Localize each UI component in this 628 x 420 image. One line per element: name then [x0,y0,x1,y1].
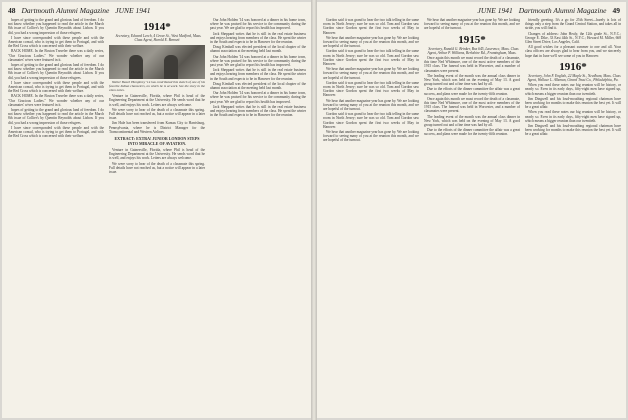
paragraph: BACK HOME. In the Boston Traveler there was a daily series, "Our Gracious Ladies." We wonder whether any of our classmates' wives were featured in it. [8,94,104,107]
paragraph: We were sorry to hear of the death of a classmate this spring. Full details have not reached us, but a notice will appear in a later issue. [109,161,205,174]
left-column-1 [8,18,104,139]
left-page [2,2,311,418]
paragraph: BACK HOME. In the Boston Traveler there was a daily series, "Our Gracious Ladies." We wonder whether any of our classmates' wives were featured in it. [8,49,104,62]
paragraph: Our John Holden '14 was honored at a dinner in his home town, where he was praised for his service to the community during the past year. We are glad to report his health has improved. [210,54,306,68]
paragraph: Jack Sheppard writes that he is still in the real estate business and enjoys hearing from members of the class. He spent the winter in the South and expects to be in Hanover for the reunion. [210,68,306,81]
figure-shape [129,55,143,79]
figure-shape [164,55,178,79]
paragraph: Due to the efforts of the dinner committee the affair was a great success, and plans were made for the twenty-fifth reunion. [424,128,520,137]
extract-header: EXTRACT: EXTRA! JUNIOR LONDON STEPS INTO MIRACLE OF AVIATION. [114,135,200,146]
paragraph: All good wishes for a pleasant summer to one and all. Your class officers are always glad to hear from you, and we sincerely hope that in June we'll see some of you in Hanover. [525,45,621,58]
paragraph: We hear that another magazine year has gone by. We are looking forward to seeing many of you at the reunion this month, and we are hopeful of the turnout. [323,98,419,112]
issue-date: JUNE 1941 [477,6,513,15]
issue-date: JUNE 1941 [115,6,151,15]
class-heading-1916: 1916* [559,60,587,73]
running-head-right [323,6,620,15]
left-column-2 [109,18,205,175]
page-number: 49 [612,6,620,15]
paragraph: hopes of getting to the grand and glorious land of freedom. I do not know whether you happened to read the article in the March 8th issue of Collier's by Quentin Reynolds about Lisbon. If you did, you had a wrong impression of those refugees. [8,108,104,125]
left-column-3 [210,18,306,118]
paragraph: Jack Sheppard writes that he is still in the real estate business and enjoys hearing from members of the class. He spent the winter in the South and expects to be in Hanover for the reunion. [210,31,306,45]
paragraph: Our John Holden '14 was honored at a dinner in his home town, where he was praised for his service to the community during the past year. We are glad to report his health has improved. [210,18,306,31]
paragraph: We hear that another magazine year has gone by. We are looking forward to seeing many of you at the reunion this month, and we are hopeful of the turnout. [323,35,419,49]
paragraph: Jim Hale has been transferred from Kansas City to Harrisburg, Pennsylvania, where he is District Manager for the Transcontinental and Western Airlines. [109,121,205,134]
sketch-image [109,45,205,79]
paragraph: Jack Sheppard writes that he is still in the real estate business and enjoys hearing from members of the class. He spent the winter in the South and expects to be in Hanover for the reunion. [210,104,306,118]
paragraph: hopes of getting to the grand and glorious land of freedom. I do not know whether you happened to read the article in the March 8th issue of Collier's by Quentin Reynolds about Lisbon. If you did, you had a wrong impression of those refugees. [8,63,104,80]
paragraph: Due to the efforts of the dinner committee the affair was a great success, and plans were made for the twenty-fifth reunion. [424,87,520,96]
magazine-title: Dartmouth Alumni Magazine [21,6,110,15]
paragraph: I have since corresponded with these people and with the American consul, who is trying to get them to Portugal, and with the Red Cross which is concerned with their welfare. [8,35,104,49]
paragraph: Venture in Gainesville, Florida, where Phil is head of the Engineering Department at the University. He sends word that he is well, and enjoys his work. Letters are always welcome. [109,147,205,161]
paragraph: Once again this month we must record the death of a classmate, this time Ned Whitmore, one of the most active members of the 1915 class. The funeral was held in Worcester, and a number of classmates were present. [424,56,520,73]
running-head-left [8,6,305,15]
right-page [317,2,626,418]
paragraph: The leading event of the month was the annual class dinner in New York, which was held on the evening of May 13. A good group turned out and a fine time was had by all. [424,73,520,87]
paragraph: We were sorry to hear of the death of a classmate this spring. Full details have not reached us, but a notice will appear in a later issue. [109,107,205,121]
paragraph: The leading event of the month was the annual class dinner in New York, which was held on the evening of May 13. A good group turned out and a fine time was had by all. [424,114,520,128]
paragraph: Once again this month we must record the death of a classmate, this time Ned Whitmore, one of the most active members of the 1915 class. The funeral was held in Worcester, and a number of classmates were present. [424,96,520,114]
paragraph: We hear that another magazine year has gone by. We are looking forward to seeing many of you at the reunion this month, and we are hopeful of the turnout. [424,18,520,31]
paragraph: friendly greeting. It's a go for 25th Street—barely is lots of things only a step from the Grand Central Station, and takes all in stride, you will find it. [525,18,621,31]
paragraph: Gordon said it was grand to hear the two talk telling in the same room in North Jersey; sure he was so old. Tom and Gordon saw Gordon since Gordon spent the first two weeks of May in Hanover. [323,18,419,35]
paragraph: I have since corresponded with these people and with the American consul, who is trying to get them to Portugal, and with the Red Cross which is concerned with their welfare. [8,80,104,94]
paragraph: Our John Holden '14 was honored at a dinner in his home town, where he was praised for his service to the community during the past year. We are glad to report his health has improved. [210,91,306,104]
class-heading-1914: 1914* [143,21,171,33]
class-heading-1915: 1915* [458,33,486,46]
paragraph: We hear that another magazine year has gone by. We are looking forward to seeing many of you at the reunion this month, and we are hopeful of the turnout. [323,67,419,80]
paragraph: Gordon said it was grand to hear the two talk telling in the same room in North Jersey; sure he was so old. Tom and Gordon saw Gordon since Gordon spent the first two weeks of May in Hanover. [323,112,419,129]
paragraph: We hear that another magazine year has gone by. We are looking forward to seeing many of you at the reunion this month, and we are hopeful of the turnout. [323,130,419,143]
paragraph: Jim Dingwell and his loud-mouthing regional chairman have been working for months to make this reunion the best yet. It will be a great affair. [525,124,621,137]
class-officers: Secretary, Edward Leech, 4 Grove St., West Medford, Mass. Class Agent, Harold E. Bennett [115,34,202,43]
right-column-3 [525,18,621,138]
right-column-2 [424,18,520,138]
paragraph: I have since corresponded with these people and with the American consul, who is trying to get them to Portugal, and with the Red Cross which is concerned with their welfare. [8,125,104,139]
paragraph: Venture in Gainesville, Florida, where Phil is head of the Engineering Department at the University. He sends word that he is well, and enjoys his work. Letters are always welcome. [109,94,205,107]
paragraph: hopes of getting to the grand and glorious land of freedom. I do not know whether you happened to read the article in the March 8th issue of Collier's by Quentin Reynolds about Lisbon. If you did, you had a wrong impression of those refugees. [8,18,104,35]
paragraph: Gordon said it was grand to hear the two talk telling in the same room in North Jersey; sure he was so old. Tom and Gordon saw Gordon since Gordon spent the first two weeks of May in Hanover. [323,80,419,98]
paragraph: When you read these notes our big reunion will be history, or nearly so. Even in its early days, fifty-eight men have signed up, which means a bigger reunion than our twentieth. [525,83,621,96]
paragraph: Doug Kimball was elected president of the local chapter of the alumni association at the meeting held last month. [210,81,306,91]
class-officers: Secretary, Ronald G. Brinker, Box 645, Lawrence, Mass. Class Agent, Arthur P. Williams, Berkshire Rd., Framingham, Mass. [427,46,519,55]
right-column-1 [323,18,419,144]
magazine-title: Dartmouth Alumni Magazine [518,6,607,15]
paragraph: Changes of address: John Healy, the 12th grade St., N.Y.C.; George E. Dike, 33 East 44th St., N.Y.C.; Howard M. Miller, 668 Glen Street Drive, Los Angeles, Calif. [525,31,621,45]
page-number: 48 [8,6,16,15]
paragraph: When you read these notes our big reunion will be history, or nearly so. Even in its early days, fifty-eight men have signed up, which means a bigger reunion than our twentieth. [525,110,621,123]
photo-caption: Walter Beach Humphrey '14 has contributed this sketch of one of his favorite Indian characters, on which he is at work. See the story in the class notes. [109,80,205,93]
class-officers: Secretary, John F. English, 22 Maple St., Needham, Mass. Class Agent, Wallace L. Allsman, Girard Trust Co., Philadelphia, Pa. [527,73,621,83]
paragraph: Gordon said it was grand to hear the two talk telling in the same room in North Jersey; sure he was so old. Tom and Gordon saw Gordon since Gordon spent the first two weeks of May in Hanover. [323,49,419,67]
paragraph: Jim Dingwell and his loud-mouthing regional chairman have been working for months to make this reunion the best yet. It will be a great affair. [525,96,621,110]
paragraph: Doug Kimball was elected president of the local chapter of the alumni association at the meeting held last month. [210,45,306,54]
